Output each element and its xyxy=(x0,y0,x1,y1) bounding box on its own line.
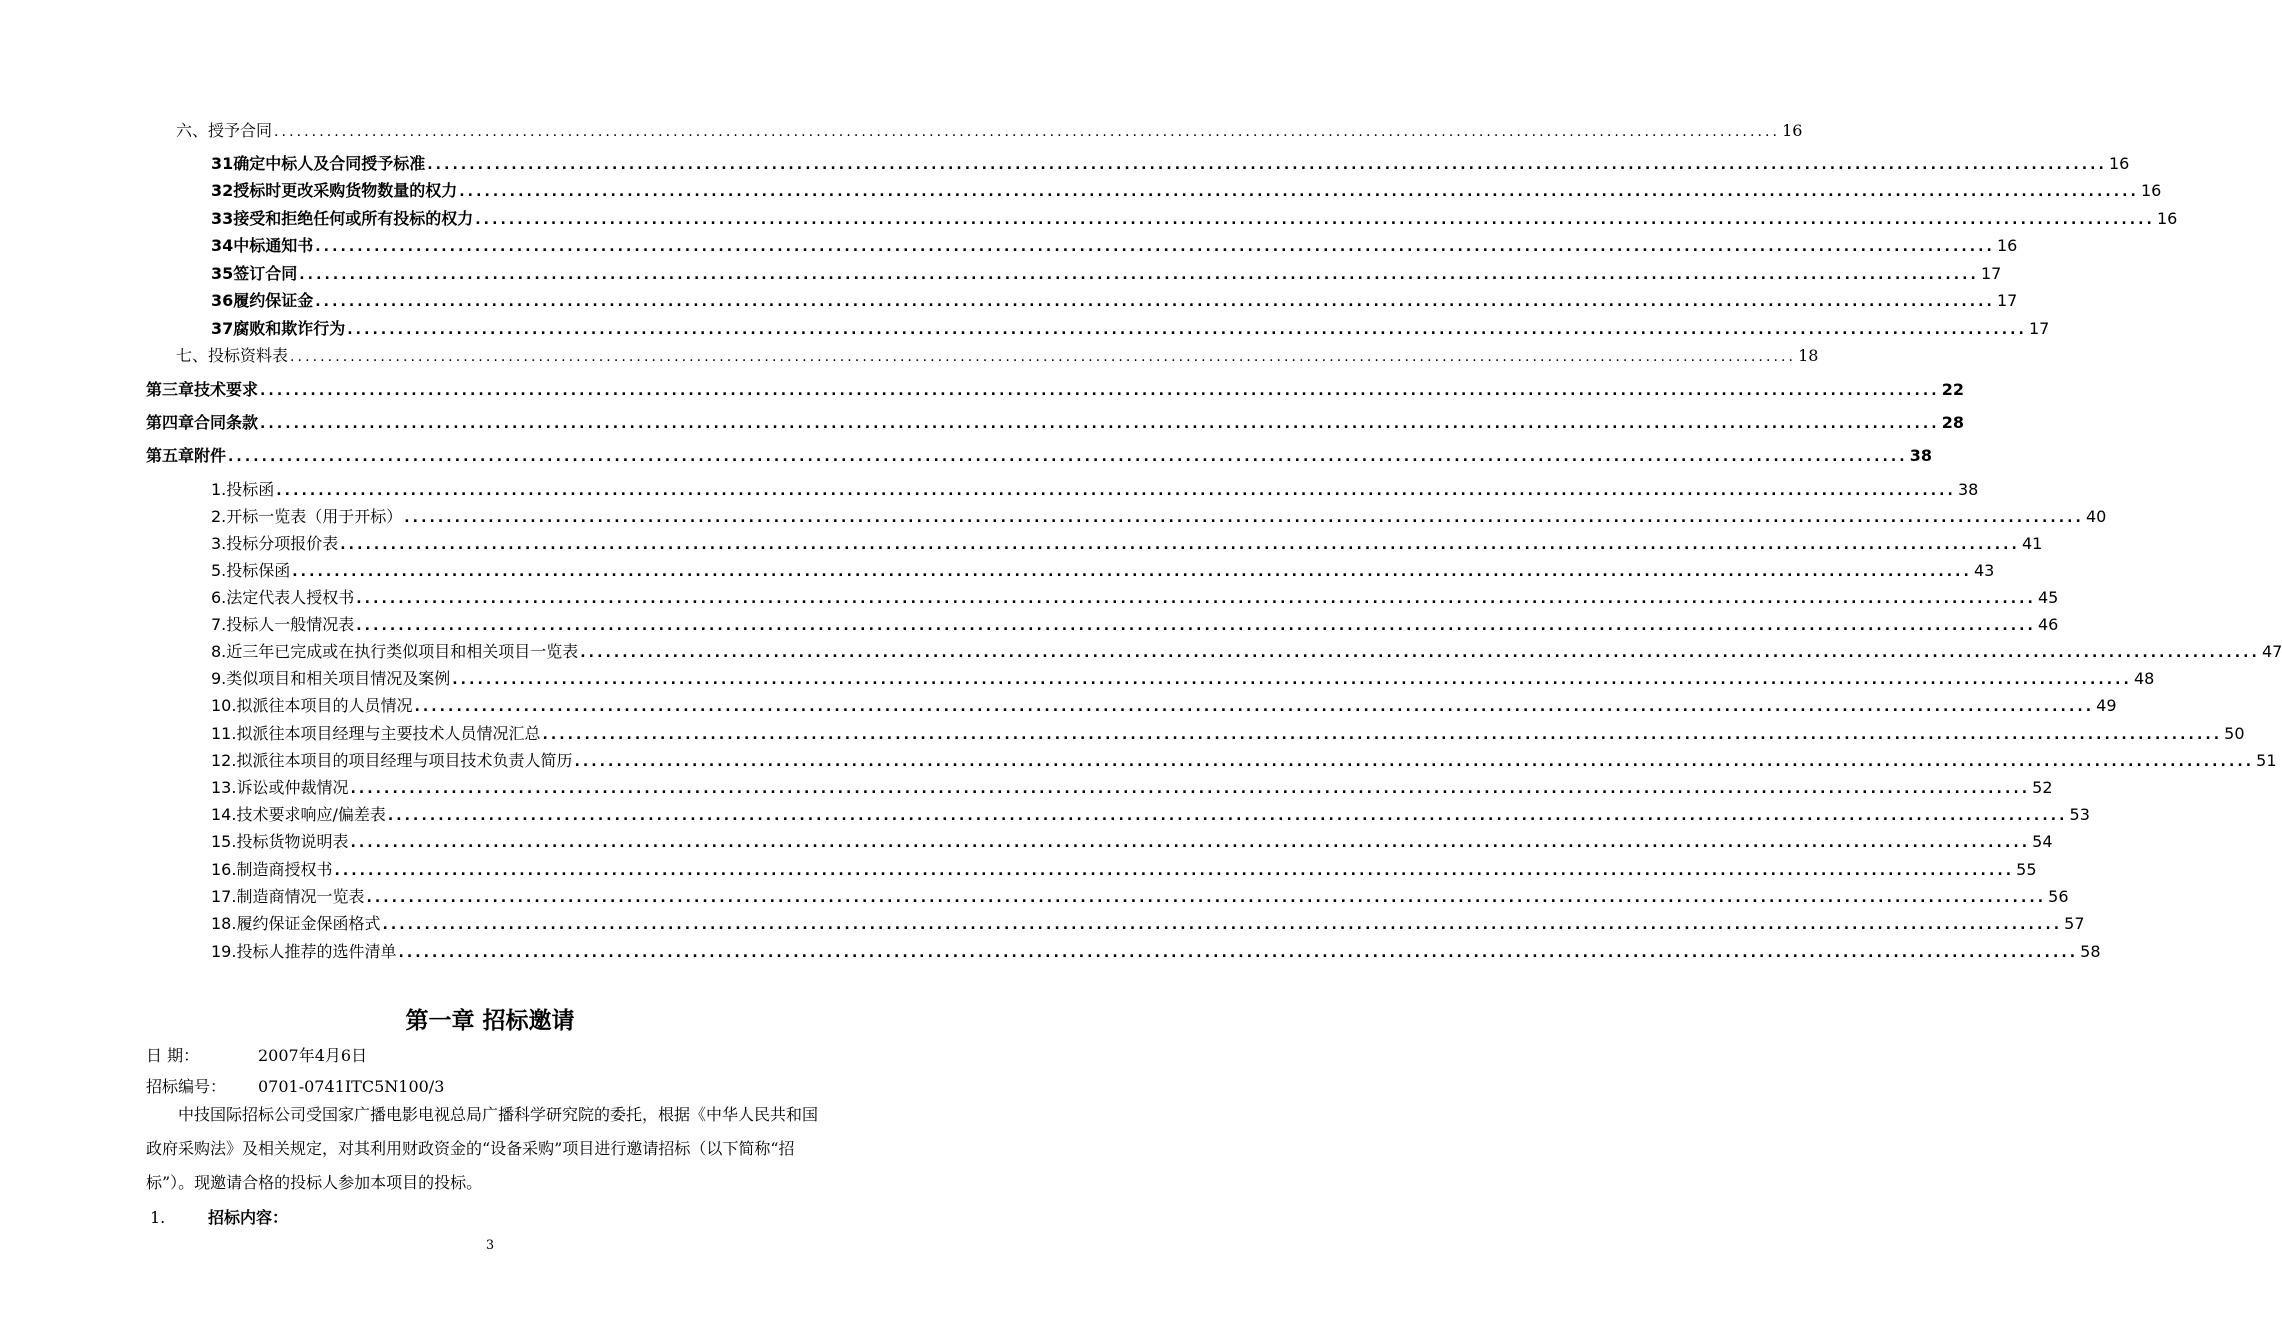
toc-entry-title: 确定中标人及合同授予标准 xyxy=(233,154,426,173)
toc-entry[interactable] xyxy=(211,911,2085,934)
toc-entry-number: 8. xyxy=(211,642,227,661)
date-label: 日 期： xyxy=(146,1046,200,1065)
toc-entry-title: 投标人一般情况表 xyxy=(226,615,355,634)
toc-entry[interactable] xyxy=(211,775,2053,798)
toc-entry-number: 33 xyxy=(211,209,234,228)
toc-leader-dots: ........................................................................................................................................................................................................ xyxy=(260,416,1940,432)
toc-entry-title: 开标一览表（用于开标） xyxy=(226,507,403,526)
toc-entry-page: 58 xyxy=(2080,942,2101,961)
toc-entry[interactable] xyxy=(211,829,2053,852)
toc-entry-number: 第三章 xyxy=(146,380,195,399)
toc-entry[interactable] xyxy=(211,802,2090,825)
toc-entry-title: 投标货物说明表 xyxy=(236,832,349,851)
toc-entry-page: 56 xyxy=(2048,887,2069,906)
toc-entry[interactable] xyxy=(211,531,2043,554)
toc-entry-page: 17 xyxy=(1996,291,2018,310)
toc-entry-number: 12. xyxy=(211,751,237,770)
toc-entry-page: 16 xyxy=(1782,121,1803,140)
toc-entry-number: 六、 xyxy=(176,121,209,140)
toc-leader-dots: ........................................................................................................................................................................................................ xyxy=(340,537,2020,553)
toc-entry-number: 17. xyxy=(211,887,237,906)
toc-entry-page: 17 xyxy=(2028,319,2050,338)
toc-entry[interactable] xyxy=(211,748,2277,771)
toc-entry-title: 投标保函 xyxy=(226,561,291,580)
invitation-paragraph: 中技国际招标公司受国家广播电影电视总局广播科学研究院的委托，根据《中华人民共和国政府采购法》及相关规定，对其利用财政资金的“设备采购”项目进行邀请招标（以下简称“招标”）。现邀请合格的投标人参加本项目的投标。 xyxy=(146,1105,819,1192)
toc-leader-dots: ........................................................................................................................................................................................................ xyxy=(290,349,1797,365)
section-number: 1. xyxy=(150,1208,166,1227)
toc-entry-number: 七、 xyxy=(176,346,209,365)
toc-entry[interactable] xyxy=(211,261,2002,284)
toc-entry[interactable] xyxy=(146,443,1932,466)
toc-entry-title: 投标分项报价表 xyxy=(226,534,339,553)
date-value: 2007年4月6日 xyxy=(258,1046,368,1065)
toc-leader-dots: ........................................................................................................................................................................................................ xyxy=(366,890,2047,906)
toc-entry-title: 技术要求 xyxy=(194,380,259,399)
section-title: 招标内容： xyxy=(208,1208,289,1227)
toc-entry-number: 3. xyxy=(211,534,227,553)
toc-entry[interactable] xyxy=(211,666,2155,689)
toc-entry-page: 22 xyxy=(1941,380,1964,399)
toc-entry-page: 49 xyxy=(2096,696,2117,715)
toc-entry-number: 36 xyxy=(211,291,234,310)
toc-leader-dots: ........................................................................................................................................................................................................ xyxy=(387,808,2068,824)
toc-entry[interactable] xyxy=(211,316,2050,339)
toc-entry-page: 16 xyxy=(1996,236,2018,255)
toc-entry[interactable] xyxy=(211,504,2107,527)
toc-entry-number: 18. xyxy=(211,914,237,933)
toc-entry[interactable] xyxy=(146,377,1964,400)
toc-leader-dots: ........................................................................................................................................................................................................ xyxy=(574,754,2255,770)
toc-entry-title: 附件 xyxy=(194,446,227,465)
toc-entry-page: 16 xyxy=(2140,181,2162,200)
toc-entry-page: 51 xyxy=(2256,751,2277,770)
toc-leader-dots: ........................................................................................................................................................................................................ xyxy=(350,781,2031,797)
toc-leader-dots: ........................................................................................................................................................................................................ xyxy=(299,267,1979,283)
toc-leader-dots: ........................................................................................................................................................................................................ xyxy=(228,449,1908,465)
toc-entry-page: 55 xyxy=(2016,860,2037,879)
toc-entry-page: 54 xyxy=(2032,832,2053,851)
toc-entry-title: 投标人推荐的选件清单 xyxy=(236,942,397,961)
toc-entry-number: 31 xyxy=(211,154,234,173)
toc-entry[interactable] xyxy=(146,410,1964,433)
toc-entry-number: 6. xyxy=(211,588,227,607)
toc-entry-number: 16. xyxy=(211,860,237,879)
toc-leader-dots: ........................................................................................................................................................................................................ xyxy=(356,618,2036,634)
toc-entry-title: 授予合同 xyxy=(208,121,273,140)
toc-entry-number: 2. xyxy=(211,507,227,526)
toc-entry-title: 制造商授权书 xyxy=(236,860,333,879)
toc-leader-dots: ........................................................................................................................................................................................................ xyxy=(356,591,2036,607)
toc-entry-number: 34 xyxy=(211,236,234,255)
toc-leader-dots: ........................................................................................................................................................................................................ xyxy=(276,483,1956,499)
toc-entry[interactable] xyxy=(211,939,2101,962)
toc-entry[interactable] xyxy=(211,477,1979,500)
toc-entry-number: 37 xyxy=(211,319,234,338)
toc-entry[interactable] xyxy=(211,585,2059,608)
toc-entry-title: 签订合同 xyxy=(233,264,298,283)
toc-leader-dots: ........................................................................................................................................................................................................ xyxy=(334,863,2015,879)
toc-entry[interactable] xyxy=(211,178,2162,201)
toc-entry-page: 38 xyxy=(1957,480,1979,499)
toc-entry-page: 45 xyxy=(2037,588,2059,607)
toc-entry-title: 投标函 xyxy=(226,480,275,499)
toc-entry[interactable] xyxy=(211,612,2059,635)
toc-entry-number: 第五章 xyxy=(146,446,195,465)
toc-entry[interactable] xyxy=(176,343,1819,366)
toc-entry-number: 19. xyxy=(211,942,237,961)
toc-entry-page: 43 xyxy=(1973,561,1995,580)
toc-leader-dots: ........................................................................................................................................................................................................ xyxy=(452,672,2132,688)
tender-number-label: 招标编号： xyxy=(146,1077,227,1096)
toc-entry[interactable] xyxy=(211,233,2018,256)
toc-entry-title: 合同条款 xyxy=(194,413,259,432)
toc-entry-page: 57 xyxy=(2064,914,2085,933)
date-line xyxy=(146,1043,367,1066)
toc-entry[interactable] xyxy=(211,721,2245,744)
toc-entry-title: 中标通知书 xyxy=(233,236,314,255)
toc-entry[interactable] xyxy=(211,693,2117,716)
toc-entry-page: 16 xyxy=(2108,154,2130,173)
toc-entry-title: 制造商情况一览表 xyxy=(236,887,365,906)
toc-leader-dots: ........................................................................................................................................................................................................ xyxy=(398,945,2079,961)
toc-entry-number: 11. xyxy=(211,724,237,743)
toc-entry-page: 16 xyxy=(2156,209,2178,228)
toc-leader-dots: ........................................................................................................................................................................................................ xyxy=(459,184,2139,200)
toc-leader-dots: ........................................................................................................................................................................................................ xyxy=(350,835,2031,851)
toc-leader-dots: ........................................................................................................................................................................................................ xyxy=(404,510,2084,526)
toc-entry-title: 拟派往本项目的人员情况 xyxy=(236,696,413,715)
toc-leader-dots: ........................................................................................................................................................................................................ xyxy=(315,294,1995,310)
toc-entry-title: 履约保证金保函格式 xyxy=(236,914,381,933)
toc-entry[interactable] xyxy=(211,288,2018,311)
toc-entry-title: 诉讼或仲裁情况 xyxy=(236,778,349,797)
toc-entry-number: 第四章 xyxy=(146,413,195,432)
toc-leader-dots: ........................................................................................................................................................................................................ xyxy=(315,239,1995,255)
toc-leader-dots: ........................................................................................................................................................................................................ xyxy=(260,383,1940,399)
toc-entry-page: 50 xyxy=(2224,724,2245,743)
toc-entry-number: 14. xyxy=(211,805,237,824)
toc-entry-title: 投标资料表 xyxy=(208,346,289,365)
toc-entry[interactable] xyxy=(211,206,2178,229)
toc-entry-page: 52 xyxy=(2032,778,2053,797)
toc-entry-number: 5. xyxy=(211,561,227,580)
toc-entry[interactable] xyxy=(176,118,1803,141)
toc-entry[interactable] xyxy=(211,857,2037,880)
tender-number-line xyxy=(146,1074,444,1097)
toc-entry-title: 腐败和欺诈行为 xyxy=(233,319,346,338)
toc-entry-title: 授标时更改采购货物数量的权力 xyxy=(233,181,458,200)
toc-leader-dots: ........................................................................................................................................................................................................ xyxy=(274,124,1781,140)
toc-entry-page: 53 xyxy=(2069,805,2090,824)
toc-entry-title: 技术要求响应/偏差表 xyxy=(236,805,386,824)
toc-entry-number: 10. xyxy=(211,696,237,715)
toc-entry-number: 32 xyxy=(211,181,234,200)
toc-entry-page: 41 xyxy=(2021,534,2043,553)
toc-entry-title: 法定代表人授权书 xyxy=(226,588,355,607)
toc-leader-dots: ........................................................................................................................................................................................................ xyxy=(347,322,2027,338)
toc-entry-page: 48 xyxy=(2133,669,2155,688)
toc-entry[interactable] xyxy=(211,884,2069,907)
toc-entry-page: 28 xyxy=(1941,413,1964,432)
toc-entry-title: 拟派往本项目的项目经理与项目技术负责人简历 xyxy=(236,751,573,770)
toc-entry-page: 46 xyxy=(2037,615,2059,634)
toc-entry[interactable] xyxy=(211,151,2130,174)
toc-entry[interactable] xyxy=(211,639,2282,662)
toc-entry-title: 接受和拒绝任何或所有投标的权力 xyxy=(233,209,474,228)
toc-leader-dots: ........................................................................................................................................................................................................ xyxy=(475,212,2155,228)
toc-entry-number: 9. xyxy=(211,669,227,688)
toc-leader-dots: ........................................................................................................................................................................................................ xyxy=(542,727,2223,743)
toc-entry-title: 类似项目和相关项目情况及案例 xyxy=(226,669,451,688)
toc-leader-dots: ........................................................................................................................................................................................................ xyxy=(292,564,1972,580)
toc-entry-title: 履约保证金 xyxy=(233,291,314,310)
toc-entry-page: 47 xyxy=(2261,642,2282,661)
tender-number-value: 0701-0741ITC5N100/3 xyxy=(258,1077,445,1096)
toc-entry-number: 1. xyxy=(211,480,227,499)
toc-entry-number: 35 xyxy=(211,264,234,283)
toc-entry-title: 近三年已完成或在执行类似项目和相关项目一览表 xyxy=(226,642,579,661)
page-number: 3 xyxy=(485,1238,495,1253)
toc-entry-number: 7. xyxy=(211,615,227,634)
toc-leader-dots: ........................................................................................................................................................................................................ xyxy=(580,645,2260,661)
toc-entry-page: 17 xyxy=(1980,264,2002,283)
section-heading xyxy=(150,1205,288,1228)
toc-entry-title: 拟派往本项目经理与主要技术人员情况汇总 xyxy=(236,724,541,743)
toc-leader-dots: ........................................................................................................................................................................................................ xyxy=(414,699,2095,715)
toc-entry[interactable] xyxy=(211,558,1995,581)
toc-entry-page: 40 xyxy=(2085,507,2107,526)
chapter-heading: 第一章 招标邀请 xyxy=(405,1008,575,1034)
toc-entry-number: 15. xyxy=(211,832,237,851)
toc-entry-page: 38 xyxy=(1909,446,1932,465)
toc-leader-dots: ........................................................................................................................................................................................................ xyxy=(382,917,2063,933)
toc-leader-dots: ........................................................................................................................................................................................................ xyxy=(427,157,2107,173)
toc-entry-page: 18 xyxy=(1798,346,1819,365)
toc-entry-number: 13. xyxy=(211,778,237,797)
